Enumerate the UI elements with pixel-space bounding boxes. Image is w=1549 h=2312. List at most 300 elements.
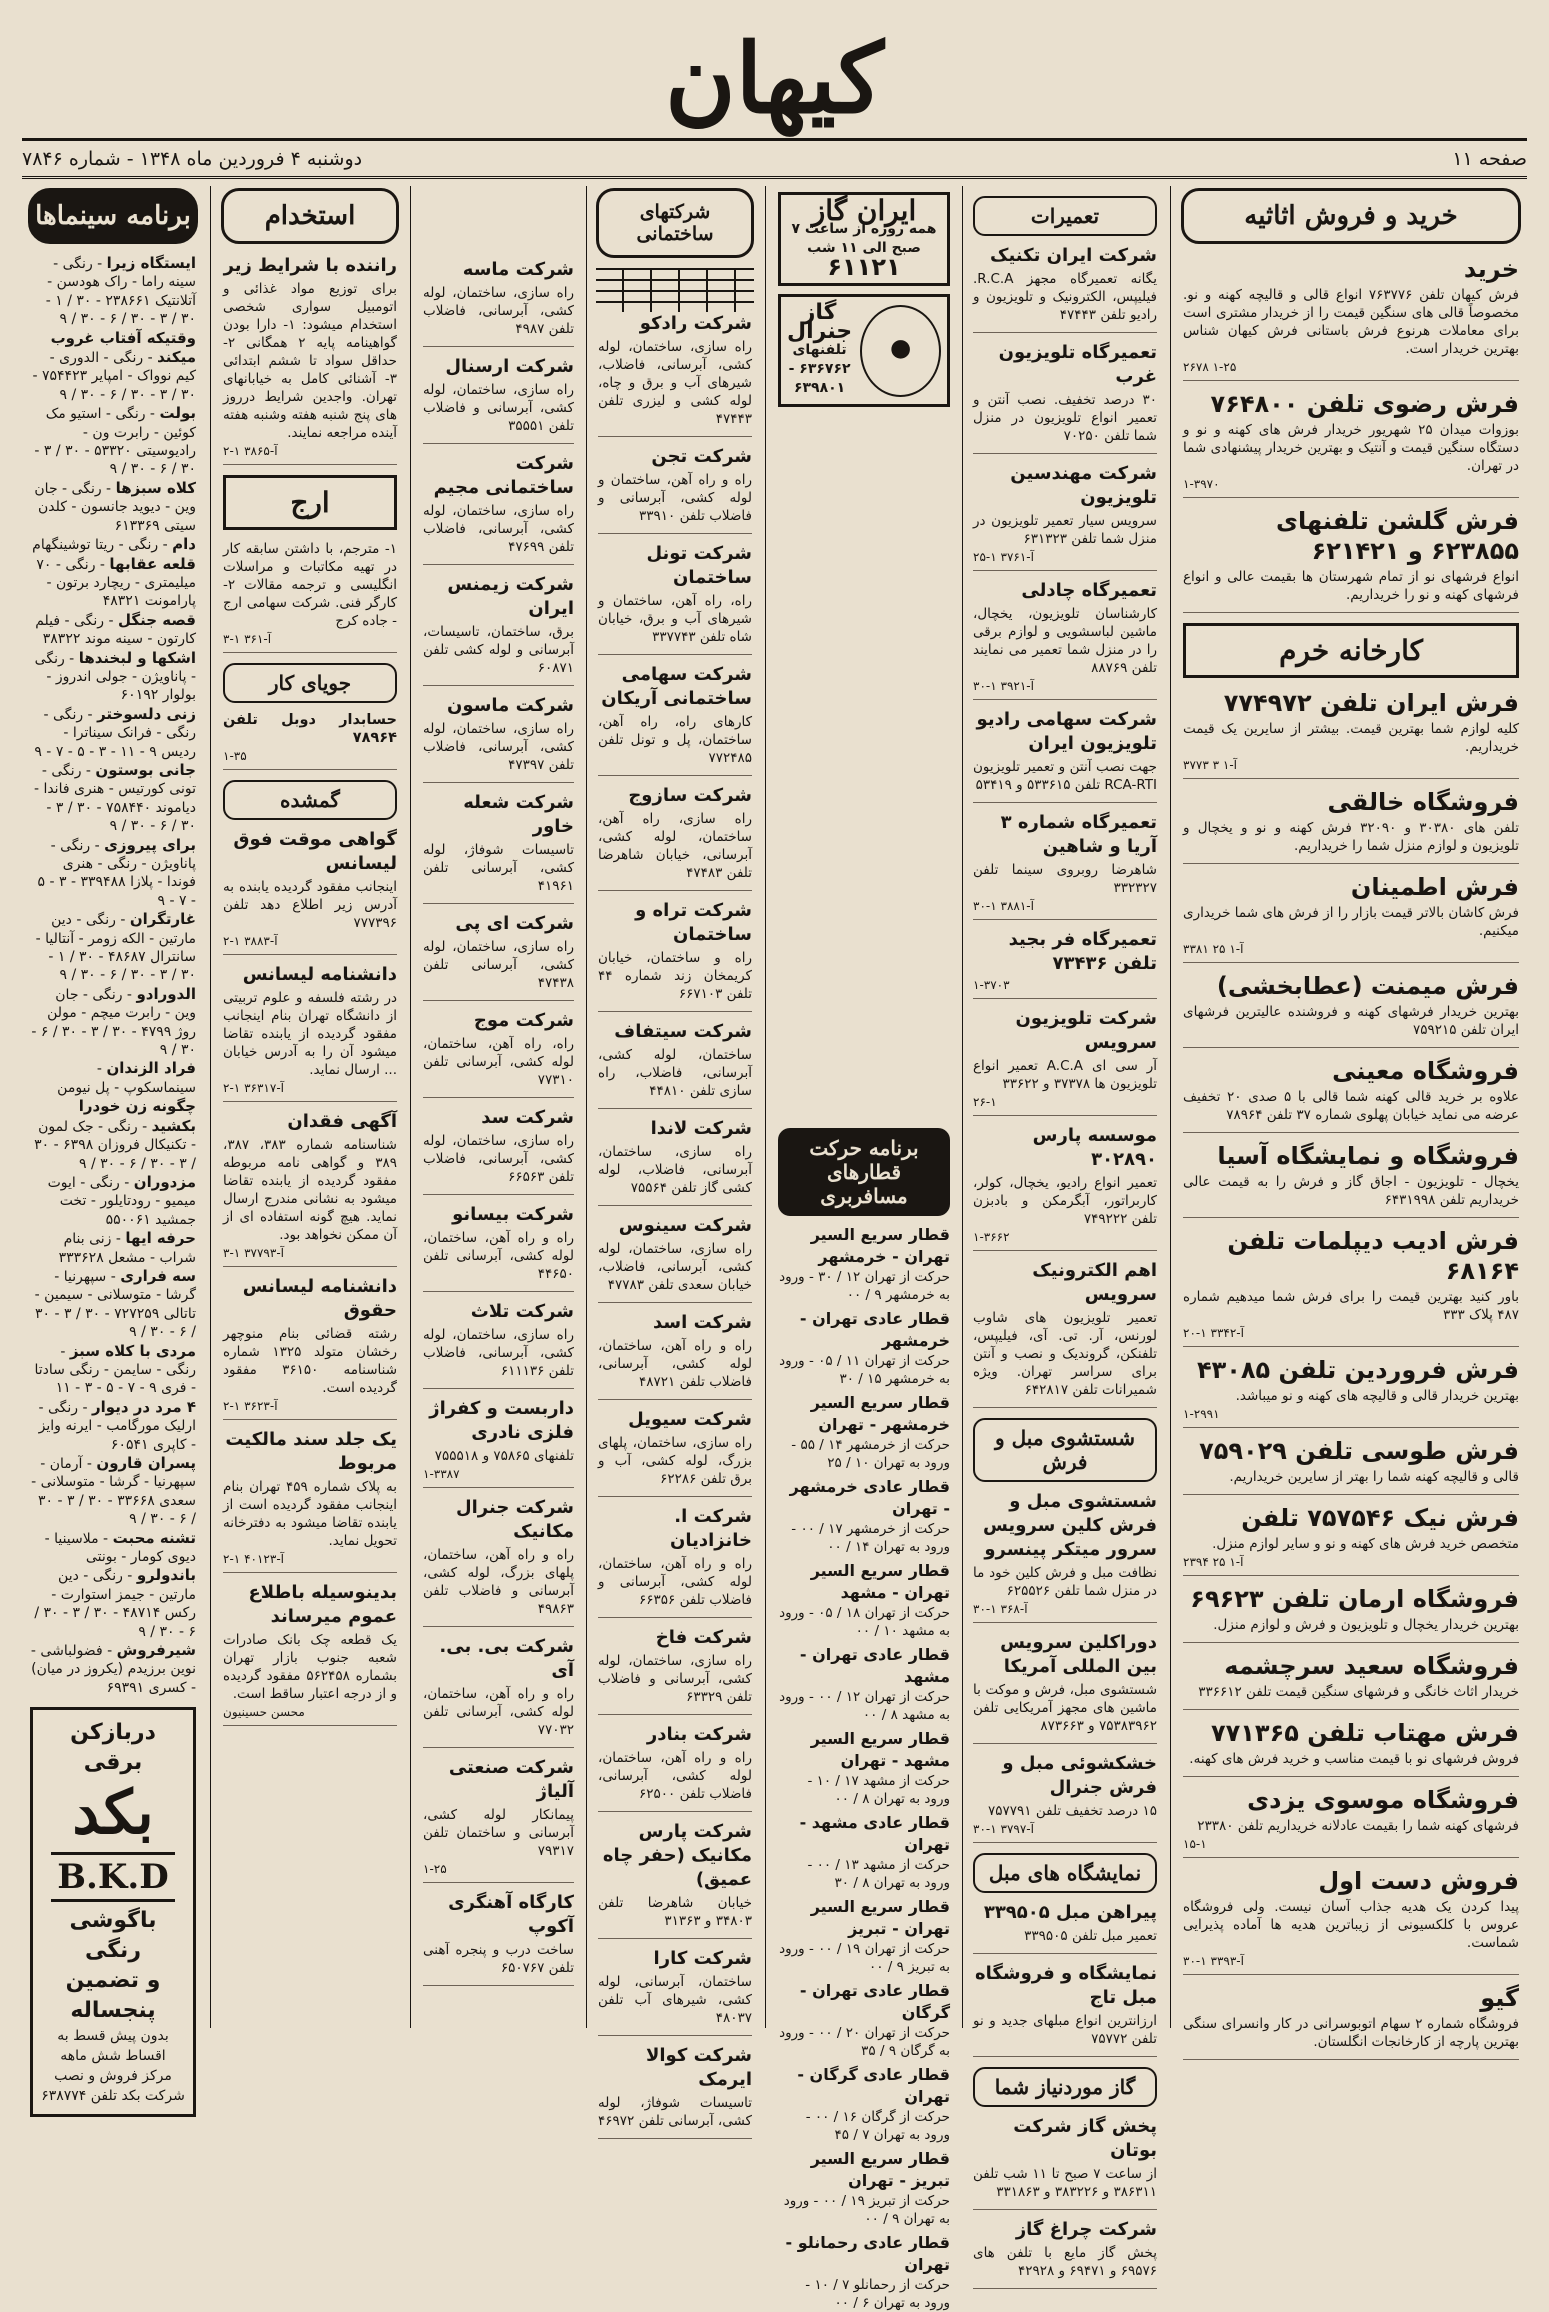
lost-ad-body: یک قطعه چک بانک صادرات شعبه جنوب بازار تهران بشماره ۵۶۲۴۵۸ مفقود گردیده و از درجه اعتبار ساقط است. [223, 1632, 397, 1702]
construction-ad-title: کارگاه آهنگری آکوپ [448, 1892, 574, 1937]
sale-ad-item [1183, 1503, 1519, 1576]
wash-ad-title: شستشوی مبل و فرش کلین سرویس سرور میتکر پینسرو [982, 1491, 1157, 1560]
lost-ad-item [223, 1581, 397, 1726]
construction-ad-item [598, 663, 752, 776]
sale-ad-code: ۳۳۸۱ آ-۱ ۲۵ [1183, 942, 1244, 956]
construction-ad-item [423, 791, 574, 904]
lost-ad-code: محسن حسینیون [223, 1705, 305, 1719]
film-details: رنگی - پاناویژن - رنگی - هنری فوندا - پلازا ۳۳۹۴۸۸ - ۳ - ۵ - ۷ - ۹ [37, 837, 196, 909]
factory-banner [1183, 623, 1519, 678]
film-title: چگونه زن خودرا بکشید [78, 1097, 196, 1135]
job-ad-code: آ-۳۸۶۵ ۱-۲ [223, 444, 278, 458]
cinema-listing: وقتیکه آفتاب غروب میکند - رنگی - الدوری - کیم نوواک - امپایر ۷۵۴۴۲۳ - ۳۰ / ۳ - ۳۰ / ۶ - ۳۰ / ۹ [32, 328, 196, 403]
sale-ad-body: بهترین خریدار قالی و قالیچه های کهنه و نو میباشد. [1235, 1388, 1519, 1404]
sale-ad-item [1183, 1141, 1519, 1218]
film-title: غارتگران [129, 910, 196, 929]
gas-ad-item [973, 2218, 1157, 2289]
furniture-ad-body: تعمیر مبل تلفن ۳۳۹۵۰۵ [1024, 1928, 1157, 1944]
construction-ad-title: شرکت تراه و ساختمان [635, 900, 752, 945]
bkd-ad [30, 1707, 196, 2117]
lost-ad-body: به پلاک شماره ۴۵۹ تهران بنام اینجانب مفقود گردیده است از یابنده تقاضا میشود به دفترخانه تحویل نماید. [223, 1479, 397, 1549]
construction-ad-body: راه و راه آهن، ساختمان، لوله کشی، آبرسانی تلفن ۷۷۰۳۲ [423, 1686, 574, 1738]
section-heading-gas: گاز موردنیاز شما [973, 2067, 1157, 2107]
construction-ad-item [598, 312, 752, 437]
section-heading-construction: شرکتهای ساختمانی [596, 188, 754, 258]
lost-ad-body: شناسنامه شماره ۳۸۳، ۳۸۷، ۳۸۹ و گواهی نامه مربوطه مفقود گردیده از یابنده تقاضا میشود به نشانی مندرج ارسال نماید. هیچ گونه استفاده ای از آن ممکن نخواهد بود. [223, 1137, 397, 1243]
construction-ad-title: شرکت سهامی ساختمانی آریکان [601, 664, 752, 709]
cinema-listing: مردی با کلاه سبز - رنگی - سایمن - رنگی سادتا - فری ۹ - ۷ - ۵ - ۳ - ۱۱ [34, 1341, 196, 1397]
construction-ad-body: پیمانکار لوله کشی، آبرسانی و ساختمان تلفن ۷۹۳۱۷ [423, 1807, 574, 1859]
sale-ad-code: ۲۳۹۴ آ-۱ ۲۵ [1183, 1555, 1244, 1569]
sale-ad-code: ۱-۳۹۷۰ [1183, 477, 1220, 491]
train-route: قطار سریع السیر تبریز - تهران [810, 2149, 950, 2190]
construction-ad-body: راه و راه آهن، ساختمان و لوله کشی، آبرسانی و فاضلاب تلفن ۳۳۹۱۰ [598, 472, 752, 524]
film-details: رنگی - استیو مک کوئین - رابرت ون - رادیوسیتی ۵۳۳۲۰ - ۳۰ / ۳ - ۳۰ / ۶ - ۳۰ / ۹ [34, 406, 196, 478]
repair-ad-title: تعمیرگاه چادلی [1021, 580, 1157, 601]
bkd-line1: باگوشی رنگی [69, 1908, 157, 1964]
furniture-ads [965, 1901, 1165, 2057]
sale-ad-body: بهترین خریدار فرشهای کهنه و فروشنده عالیترین فرشهای ایران تلفن ۷۵۹۲۱۵ [1183, 1004, 1519, 1038]
sale-ad-code: ۲۶۷۸ ۱-۲۵ [1183, 360, 1237, 374]
repair-ad-title: شرکت تلویزیون سرویس [1015, 1008, 1157, 1053]
repair-ad-item [973, 811, 1157, 920]
lost-ads [215, 828, 405, 1726]
film-details: رنگی - دین مارتین - جیمز استوارت - رکس ۴۸۷۱۴ - ۳۰ / ۳ - ۳۰ / ۶ - ۳۰ / ۹ [34, 1568, 196, 1640]
sale-ad-item [1183, 1056, 1519, 1133]
section-heading-repairs: تعمیرات [973, 196, 1157, 236]
construction-ad-item [598, 1626, 752, 1715]
cinema-listing: زنی دلسوختر - رنگی - رنگی - فرانک سیناترا - ردیس ۹ - ۱۱ - ۳ - ۵ - ۷ - ۹ [34, 704, 196, 760]
construction-ad-item [423, 452, 574, 565]
furniture-ad-body: ارزانترین انواع مبلهای جدید و نو تلفن ۷۵۷۷۲ [973, 2013, 1157, 2047]
film-title: اشکها و لبخندها [78, 648, 196, 667]
sale-ad-title: فرش گلشن تلفنهای ۶۲۳۸۵۵ و ۶۲۱۴۲۱ [1276, 507, 1519, 565]
construction-ad-item [423, 1397, 574, 1488]
washing-ads [965, 1490, 1165, 1843]
repair-ad-title: شرکت ایران تکنیک [990, 245, 1157, 266]
repair-ad-body: جهت نصب آنتن و تعمیر تلویزیون RCA-RTI تلفن ۵۳۳۶۱۵ و ۵۳۴۱۹ [973, 759, 1157, 793]
train-times: حرکت از تهران ۱۹ / ۰۰ - ورود به تبریز ۹ / ۰۰ [779, 1941, 950, 1975]
lost-ad-item [223, 828, 397, 955]
train-times: حرکت از تبریز ۱۹ / ۰۰ - ورود به تهران ۹ / ۰۰ [783, 2193, 950, 2227]
wash-ad-item [973, 1490, 1157, 1623]
lost-ad-title: دانشنامه لیسانس [242, 964, 397, 985]
train-times: حرکت از تهران ۱۱ / ۰۵ - ورود به خرمشهر ۱۵ / ۳۰ [779, 1353, 950, 1387]
construction-ad-body: راه و راه آهن، ساختمان، لوله کشی، آبرسانی و فاضلاب تلفن ۶۶۳۵۶ [598, 1556, 752, 1608]
sale-ad-item [1183, 787, 1519, 864]
repair-ad-item [973, 244, 1157, 333]
column-repairs [965, 186, 1165, 2279]
cinema-listing: چگونه زن خودرا بکشید - رنگی - جک لمون - تکنیکال فروزان ۶۳۹۸ - ۳۰ / ۳ - ۳۰ / ۶ - ۳۰ / ۹ [34, 1097, 196, 1172]
sale-ad-item [1183, 1584, 1519, 1643]
sale-ad-item [1183, 1355, 1519, 1428]
repair-ad-title: موسسه پارس ۳۰۲۸۹۰ [1032, 1125, 1157, 1170]
sale-ad-body: کلیه لوازم شما بهترین قیمت. بیشتر از سایرین یک قیمت خریداریم. [1183, 721, 1519, 755]
train-route: قطار سریع السیر مشهد - تهران [810, 1729, 950, 1770]
train-times: حرکت از مشهد ۱۷ / ۱۰ - ورود به تهران ۸ / ۰۰ [807, 1773, 950, 1807]
construction-ad-body: راه سازی، ساختمان، لوله کشی، آبرسانی، فاضلاب تلفن ۴۹۸۷ [423, 285, 574, 337]
train-route: قطار عادی تهران - مشهد [799, 1645, 950, 1686]
construction-ad-item [598, 899, 752, 1012]
construction-ad-title: شرکت رادکو [639, 313, 752, 334]
repair-ad-title: تعمیرگاه تلویزیون غرب [998, 342, 1157, 387]
job-ad-body: برای توزیع مواد غذائی و اتومبیل سواری شخصی استخدام میشود: ۱- دارا بودن گواهینامه پایه ۲ همگانی ۲- حداقل سواد تا ششم ابتدائی ۳- آشنائی کامل به خیابانهای تهران. واجدین شرایط درروز های پنج شنبه هفته وشنبه هفته آینده مراجعه نمایند. [223, 281, 397, 441]
film-title: جانی بوستون [95, 760, 196, 779]
masthead [22, 18, 1527, 141]
sale-ad-title: فرش ادیب دیپلمات تلفن ۶۸۱۶۴ [1227, 1227, 1519, 1285]
sale-ad-title: فرش اطمینان [1350, 873, 1519, 901]
repair-ad-title: شرکت مهندسین تلویزیون [1010, 463, 1157, 508]
lost-ad-body: اینجانب مفقود گردیده یابنده به آدرس زیر اطلاع دهد تلفن ۷۷۷۳۹۶ [223, 879, 397, 931]
wash-ad-item [973, 1752, 1157, 1843]
repair-ad-body: سرویس سیار تعمیر تلویزیون در منزل شما تلفن ۶۳۱۳۲۳ [973, 513, 1157, 547]
construction-ad-title: شرکت کوالا ایرمک [645, 2045, 752, 2090]
train-route: قطار سریع السیر خرمشهر - تهران [810, 1393, 950, 1434]
sale-ad-item [1183, 971, 1519, 1048]
wash-ad-code: آ-۳۶۸ ۱-۳۰ [973, 1602, 1028, 1616]
lost-ad-item [223, 963, 397, 1102]
construction-ad-title: شرکت موج [473, 1010, 574, 1031]
repair-ad-item [973, 928, 1157, 999]
irangaz-name: ایران گاز [811, 194, 917, 227]
construction-ad-title: شرکت سیویل [628, 1409, 752, 1430]
sale-ad-title: فروشگاه موسوی یزدی [1247, 1786, 1519, 1814]
furniture-ad-item [973, 1962, 1157, 2057]
film-details: رنگی - پاناویژن - جولی اندروز - بولوار ۶۰۱۹۲ [34, 650, 196, 704]
construction-ad-item [598, 2044, 752, 2139]
construction-ad-item [598, 1117, 752, 1206]
brick-wall-icon [596, 268, 754, 312]
repair-ads [965, 244, 1165, 1408]
wash-ad-title: خشکشوئی مبل و فرش جنرال [1002, 1753, 1157, 1798]
repair-ad-body: تعمیر انواع رادیو، یخچال، کولر، کاربراتور، آبگرمکن و بادبزن تلفن ۷۴۹۲۲۲ [973, 1175, 1157, 1227]
section-heading-cinema: برنامه سینماها [28, 188, 198, 244]
cinema-listing: ایستگاه زیرا - رنگی - سینه راما - راک هودسن - آتلانتیک ۲۳۸۶۶۱ - ۳۰ / ۱ - ۳۰ / ۳ - ۳۰ / ۶ - ۳۰ / ۹ [45, 254, 196, 328]
construction-ad-title: شرکت جنرال مکانیک [456, 1497, 574, 1542]
film-details: رنگی - دین مارتین - الکه زومر - آنتالیا - سانترال ۴۸۶۸۷ - ۳۰ / ۱ - ۳۰ / ۳ - ۳۰ / ۶ - ۳۰ / ۹ [35, 912, 196, 984]
film-title: باندولرو [136, 1566, 196, 1585]
job-ad-title: راننده با شرایط زیر [223, 255, 397, 276]
sale-ad-item [1183, 1436, 1519, 1495]
cinema-listing: غارتگران - رنگی - دین مارتین - الکه زومر - آنتالیا - سانترال ۴۸۶۸۷ - ۳۰ / ۱ - ۳۰ / ۳ - ۳۰ / ۶ - ۳۰ / ۹ [35, 910, 196, 984]
train-schedule [770, 1224, 958, 2312]
gas-ad-item [973, 2115, 1157, 2210]
construction-ad-item [423, 1891, 574, 1986]
column-cinema [22, 186, 204, 2105]
lost-ad-title: گواهی موقت فوق لیسانس [233, 829, 397, 874]
construction-ad-body: راه، راه آهن، ساختمان و شیرهای آب و برق، خیابان شاه تلفن ۳۳۷۷۴۳ [598, 593, 752, 645]
train-route: قطار عادی مشهد - تهران [799, 1813, 950, 1854]
construction-ad-title: شرکت شعله خاور [463, 792, 574, 837]
construction-ad-body: برق، ساختمان، تاسیسات، آبرسانی و لوله کشی تلفن ۶۰۸۷۱ [423, 624, 574, 676]
repair-ad-item [973, 708, 1157, 803]
film-details: فضولباشی - نوین برزیدم (یکروز در میان) - کسری ۶۹۳۹۱ [30, 1643, 196, 1696]
sale-ad-body: قالی و قالیچه کهنه شما را بهتر از سایرین خریداریم. [1229, 1469, 1519, 1485]
sale-ad-code: آ-۳۳۹۳ ۱-۳۰ [1183, 1954, 1244, 1968]
furniture-ad-title: نمایشگاه و فروشگاه مبل تاج [975, 1963, 1157, 2008]
irangaz-ad [778, 192, 950, 286]
film-title: حرفه ایها [125, 1229, 196, 1248]
construction-ad-title: شرکت تجن [651, 446, 752, 467]
construction-ad-title: شرکت بیسانو [452, 1204, 574, 1225]
section-heading-jobs: استخدام [221, 188, 399, 244]
construction-ad-body: تاسیسات شوفاژ، لوله کشی، آبرسانی تلفن ۴۶۹۷۲ [598, 2095, 752, 2129]
sale-ad-title: فرش نیک ۷۵۷۵۴۶ تلفن [1241, 1504, 1519, 1532]
cinema-listing: جانی بوستون - رنگی - تونی کورتیس - هنری فاندا - دیاموند ۷۵۸۴۴۰ - ۳۰ / ۳ - ۳۰ / ۶ - ۳۰ / ۹ [33, 760, 196, 835]
construction-ad-body: راه سازی، ساختمان، لوله کشی، آبرسانی و فاضلاب تلفن ۳۵۵۵۱ [423, 382, 574, 434]
construction-ad-item [598, 784, 752, 891]
bkd-latin: B.K.D [51, 1852, 175, 1902]
film-title: زنی دلسوختر [97, 704, 196, 723]
lost-ad-title: دانشنامه لیسانس حقوق [242, 1276, 397, 1321]
construction-ad-title: شرکت سیتفاف [614, 1021, 752, 1042]
train-route: قطار سریع السیر تهران - خرمشهر [810, 1225, 950, 1266]
construction-ad-body: تلفنهای ۷۵۸۶۵ و ۷۵۵۵۱۸ [434, 1448, 574, 1464]
sale-ad-title: فروشگاه معینی [1332, 1057, 1519, 1085]
construction-ad-item [423, 1756, 574, 1883]
construction-ad-item [598, 1723, 752, 1812]
construction-ad-body: راه و راه آهن، ساختمان، لوله کشی، آبرسانی، فاضلاب تلفن ۴۸۷۲۱ [598, 1338, 752, 1390]
film-details: رنگی - الدوری - کیم نوواک - امپایر ۷۵۴۴۲۳ - ۳۰ / ۳ - ۳۰ / ۶ - ۳۰ / ۹ [32, 350, 196, 403]
film-details: زنی بنام شراب - مشعل ۳۳۳۶۲۸ [58, 1231, 196, 1266]
film-title: کلاه سبزها [115, 478, 196, 497]
sale-ad-title: فروشگاه خالقی [1327, 788, 1519, 816]
sale-ad-item [1183, 506, 1519, 613]
construction-ad-body: راه سازی، ساختمان، لوله کشی، آبرسانی تلفن ۴۷۴۳۸ [423, 939, 574, 991]
wash-ad-body: نظافت مبل و فرش کلین خود ما در منزل شما تلفن ۶۲۵۵۲۶ [973, 1565, 1157, 1599]
column-rule [210, 186, 211, 2028]
cinema-listing: تشنه محبت - ملاسینیا - دیوی کومار - بونتی [44, 1528, 196, 1566]
train-times: حرکت از خرمشهر ۱۷ / ۰۰ - ورود به تهران ۱۴ / ۰۰ [791, 1521, 950, 1555]
construction-ad-body: راه و راه آهن، ساختمان، لوله کشی، آبرسانی تلفن ۴۴۶۵۰ [423, 1230, 574, 1282]
sale-ad-code: ۱۵-۱ [1183, 1837, 1207, 1851]
train-times: حرکت از گرگان ۱۶ / ۰۰ - ورود به تهران ۷ / ۴۵ [805, 2109, 950, 2143]
column-construction-b [415, 258, 582, 2028]
sale-ad-title: فرش مهتاب تلفن ۷۷۱۳۶۵ [1210, 1719, 1519, 1747]
construction-ad-item [423, 573, 574, 686]
construction-ad-title: شرکت ارسنال [445, 356, 574, 377]
sale-ad-body: انواع فرشهای نو از تمام شهرستان ها بقیمت عالی و انواع فرشهای کهنه و نو را خریداریم. [1183, 569, 1519, 603]
train-route: قطار عادی خرمشهر - تهران [789, 1477, 950, 1518]
page-number: صفحه ۱۱ [1452, 148, 1527, 170]
cinema-listing: باندولرو - رنگی - دین مارتین - جیمز استوارت - رکس ۴۸۷۱۴ - ۳۰ / ۳ - ۳۰ / ۶ - ۳۰ / ۹ [34, 1566, 196, 1640]
train-route: قطار عادی تهران - خرمشهر [799, 1309, 950, 1350]
sale-ad-item [1183, 872, 1519, 963]
film-details: رنگی - ایوت میمیو - رودتایلور - تخت جمشید ۵۵۰۰۶۱ [47, 1174, 196, 1228]
column-rule [765, 186, 766, 2028]
sale-ad-body: پیدا کردن یک هدیه جذاب آسان نیست. ولی فروشگاه عروس با کلکسیونی از زیباترین هدیه ها آماده پذیرایی شماست. [1183, 1899, 1519, 1951]
construction-ad-title: شرکت تونل ساختمان [646, 543, 752, 588]
construction-ad-title: شرکت ای پی [455, 913, 574, 934]
lost-ad-body: رشته قضائی بنام منوچهر رخشان متولد ۱۳۲۵ شماره شناسنامه ۳۶۱۵۰ مفقود گردیده است. [223, 1326, 397, 1396]
repair-ad-body: تعمیر تلویزیون های شاوب لورنس، آر. تی. آی، فیلیپس، تلفنکن، گروندیک و نصب و آنتن برای سراسر تهران. ویژه شمیرانات تلفن ۶۴۲۸۱۷ [973, 1310, 1157, 1398]
film-title: وقتیکه آفتاب غروب میکند [50, 328, 196, 367]
film-title: بولت [159, 404, 196, 423]
film-details: رنگی - ۷۰ میلیمتری - ریچارد برتون - پارامونت ۴۸۳۲۱ [36, 556, 196, 610]
construction-ad-body: خیابان شاهرضا تلفن ۳۴۸۰۳ و ۳۱۳۶۳ [598, 1895, 752, 1929]
cinema-listing: دام - رنگی - ریتا توشینگهام [32, 535, 196, 554]
column-jobs [215, 186, 405, 2028]
construction-ad-item [598, 1947, 752, 2036]
film-details: رنگی - جان وین - دیوید جانسون - کلدن سیتی ۶۱۳۳۶۹ [34, 480, 196, 534]
construction-ad-title: شرکت ماسون [447, 695, 574, 716]
construction-ad-body: راه سازی، ساختمان، لوله کشی، آبرسانی، فاضلاب تلفن ۶۱۱۱۳۶ [423, 1327, 574, 1379]
construction-ad-body: راه سازی، ساختمان، آبرسانی، فاضلاب، لوله کشی گاز تلفن ۷۵۵۶۴ [598, 1144, 752, 1196]
sale-ad-item [1183, 1651, 1519, 1710]
lost-ad-code: آ-۳۶۳۱۷ ۱-۲ [223, 1081, 284, 1095]
film-title: شیرفروش [116, 1641, 196, 1660]
repair-ad-item [973, 1007, 1157, 1116]
construction-ad-body: راه و راه آهن، ساختمان، لوله کشی، آبرسانی، فاضلاب تلفن ۶۲۵۰۰ [598, 1750, 752, 1802]
train-times: حرکت از رحمانلو ۷ / ۱۰ - ورود به تهران ۶ / ۰۰ [805, 2277, 950, 2311]
cinema-listing: برای پیروزی - رنگی - پاناویژن - رنگی - هنری فوندا - پلازا ۳۳۹۴۸۸ - ۳ - ۵ - ۷ - ۹ [37, 835, 196, 909]
job-ads [215, 254, 405, 465]
sale-ad-body: باور کنید بهترین قیمت را برای فرش شما میدهیم شماره ۴۸۷ پلاک ۳۳۳ [1183, 1289, 1519, 1323]
irangaz-hours: همه روزه از ساعت ۷ صبح الی ۱۱ شب [791, 221, 937, 256]
wash-ad-title: دوراکلین سرویس بین المللی آمریکا [1000, 1632, 1157, 1677]
sale-ad-body: خریدار اثاث خانگی و فرشهای سنگین قیمت تلفن ۳۳۶۶۱۲ [1198, 1684, 1519, 1700]
film-title: ایستگاه زیرا [106, 254, 196, 272]
furniture-ad-title: پیراهن مبل ۳۳۹۵۰۵ [983, 1902, 1157, 1923]
sale-ad-code: ۳۷۷۳ آ-۱ ۳ [1183, 758, 1238, 772]
film-details: رنگی - جان وین - رابرت میچم - مولن روژ ۴۷۹۹ - ۳۰ / ۳ - ۳۰ / ۶ - ۳۰ / ۹ [31, 986, 196, 1059]
construction-ad-title: شرکت ساختمانی مجیم [433, 453, 574, 498]
film-title: برای پیروزی [104, 835, 196, 854]
section-heading-furniture: نمایشگاه های مبل [973, 1853, 1157, 1893]
film-title: مردی با کلاه سبز [69, 1341, 196, 1360]
lost-ad-code: آ-۳۶۲۳ ۱-۲ [223, 1399, 278, 1413]
film-title: مزدوران [133, 1172, 196, 1191]
sale-ad-body: فروش فرشهای نو با قیمت مناسب و خرید فرش های کهنه. [1189, 1751, 1519, 1767]
arj-logo-box [223, 475, 397, 530]
construction-ad-body: راه و راه آهن، ساختمان، پلهای بزرگ، لوله کشی، آبرسانی و فاضلاب تلفن ۴۹۸۶۳ [423, 1547, 574, 1617]
construction-ad-item [598, 445, 752, 534]
sale-ad-title: فرش رضوی تلفن ۷۶۴۸۰۰ [1210, 390, 1519, 418]
construction-ad-title: شرکت بنادر [646, 1724, 752, 1745]
wash-ad-code: آ-۳۷۹۷ ۱-۳۰ [973, 1822, 1034, 1836]
bkd-line2: و تضمین پنجساله [65, 1968, 161, 2024]
construction-ad-title: شرکت ماسه [462, 259, 574, 280]
column-rule [962, 186, 963, 2028]
masthead-title: کیهان [665, 21, 884, 135]
construction-ad-body: راه و ساختمان، خیابان کریمخان زند شماره ۴۴ تلفن ۶۶۷۱۰۳ [598, 950, 752, 1002]
construction-ad-body: راه سازی، ساختمان، لوله کشی، آبرسانی، فاضلاب تلفن ۶۶۵۶۳ [423, 1133, 574, 1185]
repair-ad-body: ۳۰ درصد تخفیف. نصب آنتن و تعمیر انواع تلویزیون در منزل شما تلفن ۷۰۲۵۰ [973, 392, 1157, 444]
construction-ad-item [423, 912, 574, 1001]
construction-ad-body: کارهای راه، راه آهن، ساختمان، پل و تونل تلفن ۷۷۲۴۸۵ [598, 714, 752, 766]
sale-ad-item [1183, 1226, 1519, 1347]
sale-ad-title: فروشگاه و نمایشگاه آسیا [1217, 1142, 1519, 1170]
train-times: حرکت از تهران ۲۰ / ۰۰ - ورود به گرگان ۹ / ۳۵ [779, 2025, 950, 2059]
film-details: رنگی - رنگی - فرانک سیناترا - ردیس ۹ - ۱۱ - ۳ - ۵ - ۷ - ۹ [34, 706, 196, 760]
construction-ad-body: راه، راه آهن، ساختمان، لوله کشی، آبرسانی تلفن ۷۷۳۱۰ [423, 1036, 574, 1088]
film-title: پسران قارون [96, 1454, 196, 1472]
bkd-top: دربازکن برقی [70, 1720, 156, 1776]
construction-ad-body: ساختمان، آبرسانی، لوله کشی، شیرهای آب تلفن ۴۸۰۳۷ [598, 1974, 752, 2026]
construction-ad-title: شرکت سینوس [618, 1215, 752, 1236]
construction-ad-body: راه سازی، ساختمان، لوله کشی، آبرسانی، فاضلاب، شیرهای آب و برق و چاه، لوله کشی و لیزری تلفن ۴۷۴۴۳ [598, 339, 752, 427]
repair-ad-title: تعمیرگاه فر بجید تلفن ۷۳۴۳۶ [1008, 929, 1157, 974]
train-times: حرکت از مشهد ۱۳ / ۰۰ - ورود به تهران ۸ / ۳۰ [807, 1857, 950, 1891]
construction-ad-item [423, 694, 574, 783]
construction-ad-title: شرکت لاندا [650, 1118, 752, 1139]
construction-ad-item [423, 355, 574, 444]
sale-ad-body: تلفن های ۳۰۳۸۰ و ۳۲۰۹۰ فرش کهنه و نو و یخچال و تلویزیون و لوازم منزل شما را خریداریم. [1183, 820, 1520, 854]
column-rule [1170, 186, 1171, 2028]
film-details: رنگی - فیلم کارتون - سینه موند ۳۸۳۲۲ [35, 612, 196, 648]
sale-ad-body: فروشگاه شماره ۲ سهام اتوبوسرانی در کار وانسرای سنگی بهترین پارچه از کارخانجات انگلستان. [1183, 2016, 1519, 2050]
film-title: الدورادو [136, 984, 196, 1003]
lost-ad-item [223, 1110, 397, 1267]
sale-ad-title: فرش فروردین تلفن ۴۳۰۸۵ [1196, 1356, 1519, 1384]
arj-logo: ارج [290, 486, 330, 519]
arj-ad: ۱- مترجم، با داشتن سابقه کار در تهیه مکاتبات و مراسلات انگلیسی و ترجمه مقالات ۲- کارگر فنی. شرکت سهامی ارج - جاده کرج آ-۳۶۱ ۱-۳ [223, 540, 397, 653]
train-times: حرکت از تهران ۱۲ / ۰۰ - ورود به مشهد ۸ / ۰۰ [779, 1689, 950, 1723]
construction-ad-item [423, 1635, 574, 1748]
lost-ad-title: آگهی فقدان [287, 1111, 397, 1132]
film-title: فراد الزندان [106, 1059, 196, 1078]
repair-ad-title: اهم الکترونیک سرویس [1032, 1260, 1157, 1305]
bkd-brand: بکد [72, 1778, 154, 1849]
gas-ad-body: پخش گاز مایع با تلفن های ۶۹۵۷۶ و ۶۹۴۷۱ و ۴۲۹۲۸ [973, 2245, 1157, 2279]
sale-ad-body: بهترین خریدار یخچال و تلویزیون و فرش و لوازم منزل. [1213, 1617, 1519, 1633]
film-title: قلعه عقابها [109, 554, 196, 573]
sale-ad-body: متخصص خرید فرش های کهنه و نو و سایر لوازم منزل. [1212, 1536, 1519, 1552]
cinema-listing: مزدوران - رنگی - ایوت میمیو - رودتایلور - تخت جمشید ۵۵۰۰۶۱ [47, 1172, 196, 1228]
gas-cylinder-icon: ⚫ [860, 305, 941, 397]
sale-ad-title: فرش ایران تلفن ۷۷۴۹۷۲ [1223, 689, 1519, 717]
cinema-listing: کلاه سبزها - رنگی - جان وین - دیوید جانسون - کلدن سیتی ۶۱۳۳۶۹ [34, 478, 196, 534]
sale-ad-title: فروشگاه سعید سرچشمه [1224, 1652, 1519, 1680]
sale-ad-item [1183, 389, 1519, 498]
train-route: قطار سریع السیر تهران - مشهد [810, 1561, 950, 1602]
lost-ad-item [223, 1428, 397, 1573]
sale-ad-item [1183, 1785, 1519, 1858]
construction-ad-body: راه سازی، ساختمان، پلهای بزرگ، لوله کشی، آب و برق تلفن ۶۲۲۸۶ [598, 1435, 752, 1487]
lost-ad-code: آ-۴۰۱۲۳ ۱-۲ [223, 1552, 284, 1566]
train-times: حرکت از تهران ۱۲ / ۳۰ - ورود به خرمشهر ۹ / ۰۰ [779, 1269, 950, 1303]
film-details: رنگی - جک لمون - تکنیکال فروزان ۶۳۹۸ - ۳۰ / ۳ - ۳۰ / ۶ - ۳۰ / ۹ [34, 1118, 196, 1172]
construction-ad-item [423, 1300, 574, 1389]
film-details: رنگی - سایمن - رنگی سادتا - فری ۹ - ۷ - ۵ - ۳ - ۱۱ [34, 1361, 196, 1397]
construction-ad-body: ساختمان، لوله کشی، آبرسانی، فاضلاب، راه سازی تلفن ۴۴۸۱۰ [598, 1047, 752, 1099]
buy-sell-ads [1175, 254, 1527, 2060]
sale-ad-title: خرید [1463, 255, 1519, 283]
dateline [22, 142, 1527, 179]
construction-ad-item [423, 1009, 574, 1098]
film-details: رنگی - تونی کورتیس - هنری فاندا - دیاموند ۷۵۸۴۴۰ - ۳۰ / ۳ - ۳۰ / ۶ - ۳۰ / ۹ [33, 762, 196, 835]
section-heading-buy-sell: خرید و فروش اثاثیه [1181, 188, 1521, 244]
job-ad-item [223, 254, 397, 465]
section-heading-job-seekers: جویای کار [223, 663, 397, 703]
film-details: ملاسینیا - دیوی کومار - بونتی [44, 1530, 196, 1566]
cinema-listing: اشکها و لبخندها - رنگی - پاناویژن - جولی اندروز - بولوار ۶۰۱۹۲ [34, 648, 196, 704]
construction-ad-item [423, 1203, 574, 1292]
sale-ad-item [1183, 688, 1519, 779]
construction-ad-body: راه سازی، ساختمان، لوله کشی، آبرسانی، فاضلاب تلفن ۴۷۶۹۹ [423, 503, 574, 555]
general-gas-ad [778, 294, 950, 407]
construction-ad-item [423, 258, 574, 347]
film-title: قصه جنگل [118, 610, 196, 629]
sale-ad-title: فروشگاه ارمان تلفن ۶۹۶۲۳ [1190, 1585, 1519, 1613]
cinema-listing: قصه جنگل - رنگی - فیلم کارتون - سینه موند ۳۸۳۲۲ [35, 610, 196, 648]
sale-ad-title: فرش طوسی تلفن ۷۵۹۰۲۹ [1199, 1437, 1519, 1465]
sale-ad-item [1183, 1718, 1519, 1777]
factory-title: کارخانه خرم [1279, 634, 1423, 667]
film-title: دام [172, 535, 196, 554]
construction-ad-code: ۱-۲۵ [423, 1862, 447, 1876]
issue-date: دوشنبه ۴ فروردین ماه ۱۳۴۸ - شماره ۷۸۴۶ [22, 148, 363, 170]
